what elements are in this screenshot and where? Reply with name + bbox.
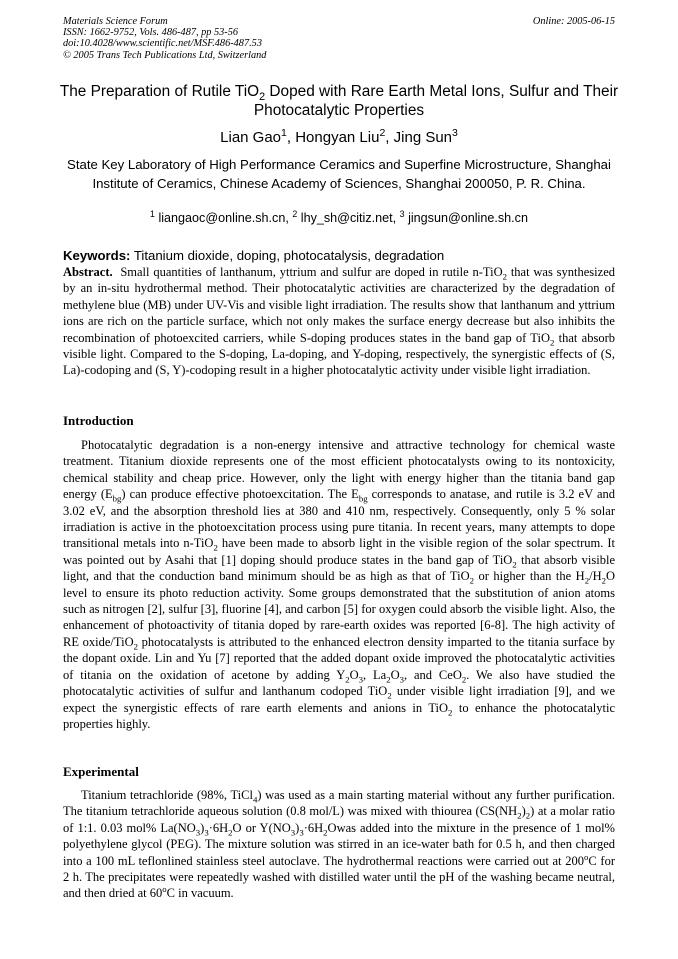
text-run: o <box>162 884 167 895</box>
text-run: 2 <box>525 810 531 821</box>
text-run: , and CeO <box>404 667 462 682</box>
text-run: /H <box>589 569 602 584</box>
text-run: 3 <box>399 674 404 685</box>
text-run: that absorb visible light. Compared to the S-doping, La-doping, and Y-doping, respectively, the synergistic effects of (S, La)-codoping and (S, Y)-codoping result in a higher photocatalytic activity under visible light irradiation. <box>63 330 615 378</box>
email-entry: $^2$ lhy_sh@citiz.net, <box>292 208 400 225</box>
text-run: Small quantities of lanthanum, yttrium and sulfur are doped in rutile n-TiO <box>120 265 503 279</box>
title-part: Doped with Rare Earth Metal Ions, Sulfur and Their Photocatalytic Properties <box>253 83 619 119</box>
text-run: bg <box>112 493 122 504</box>
text-run: 3 <box>358 674 364 685</box>
text-run: O level to ensure its photo reduction activity. Some groups demonstrated that the substitution of anion atoms such as nitrogen [2], sulfur [3], fluorine [4], and carbon [5] for oxygen could absorb the visible light. Also, the enhancement of photoactivity of titania doped by rare-earth oxides was reported [6-8]. The high activity of RE oxide/TiO <box>63 569 615 649</box>
text-run: . We also have studied the photocatalytic activities of sulfur and lanthanum codoped TiO <box>63 667 615 699</box>
text-run: Owas added into the mixture in the presence of 1 mol% polyethylene glycol (PEG). The mixture solution was stirred in an ice-water bath for 0.5 h, and then charged into a 100 mL teflonlined stainless steel autoclave. The hydrothermal reactions were carried out at 200 <box>63 820 615 868</box>
keywords-label: Keywords: <box>63 248 131 263</box>
text-run: ) at a molar ratio of 1:1. 0.03 mol% La(NO <box>63 804 615 835</box>
text-run: photocatalysts is attributed to the enhanced electron density imparted to the titania surface by the dopant oxide. Lin and Yu [7] reported that the added dopant oxide improved the photocatalytic activities of titania on the oxidation of acetone by adding Y <box>63 634 615 682</box>
text-run: , La <box>363 667 387 682</box>
text-run: ) can produce effective photoexcitation. The E <box>121 487 359 502</box>
text-run: under visible light irradiation [9], and we expect the synergistic effects of rare earth elements and anions in TiO <box>63 684 615 715</box>
text-run: Titanium tetrachloride (98%, TiCl <box>81 788 253 802</box>
text-run: 2 <box>512 559 517 570</box>
text-run: or higher than the H <box>473 569 585 584</box>
text-run: O <box>390 667 400 682</box>
email-link[interactable]: liangaoc@online.sh.cn <box>158 211 286 225</box>
text-run: ) <box>295 820 300 835</box>
text-run: 2 <box>213 542 218 553</box>
text-run: C in vacuum. <box>166 886 234 901</box>
text-run: ) was used as a main starting material without any further purification. The titanium tetrachloride aqueous solution (0.8 mol/L) was mixed with thiourea (CS(NH <box>63 788 615 819</box>
email-list <box>40 210 638 226</box>
text-run: 2 <box>228 827 233 838</box>
online-date: Online: 2005-06-15 <box>532 16 615 27</box>
text-run: ) <box>521 804 526 819</box>
keywords-text: Titanium dioxide, doping, photocatalysis, degradation <box>133 248 445 263</box>
text-run: to enhance the photocatalytic properties highly. <box>63 700 615 731</box>
title-subscript: 2 <box>259 91 266 104</box>
section-heading-introduction: Introduction <box>63 413 134 428</box>
email-link[interactable]: jingsun@online.sh.cn <box>408 211 528 225</box>
text-run: 2 <box>323 827 328 838</box>
email-entry: $^3$ jingsun@online.sh.cn <box>399 208 528 225</box>
text-run: bg <box>358 493 368 504</box>
author: Hongyan Liu$^2$, <box>295 127 394 146</box>
text-run: 2 <box>584 575 590 586</box>
section-heading-experimental: Experimental <box>63 764 139 779</box>
text-run: 3 <box>204 827 209 838</box>
text-run: 2 <box>502 271 507 282</box>
text-run: 3 <box>299 827 304 838</box>
text-run: Photocatalytic degradation is a non-energy intensive and attractive technology for chemical waste treatment. Titanium dioxide represents one of the most efficient photocatalysts owing to its nontoxicity, chemical stability and cheap price. However, only the light with energy higher than the titania band gap energy (E <box>63 438 615 502</box>
title-part: The Preparation of Rutile TiO <box>59 83 260 100</box>
author: Lian Gao$^1$, <box>220 127 296 146</box>
text-run: 2 <box>133 641 138 652</box>
text-run: 2 <box>517 810 522 821</box>
introduction-paragraph <box>63 437 615 732</box>
text-run: 2 <box>386 674 391 685</box>
text-run: 2 <box>448 707 453 717</box>
text-run: O <box>349 667 359 682</box>
affiliation: State Key Laboratory of High Performance Ceramics and Superfine Microstructure, Shanghai Institute of Ceramics, Chinese Academy of Sciences, Shanghai 200050, P. R. China. <box>67 157 611 191</box>
text-run: that absorb visible light, and that the conduction band minimum should be as high as that of TiO <box>63 552 616 584</box>
keywords <box>63 247 615 264</box>
abstract-label: Abstract. <box>63 265 113 279</box>
journal-issn: ISSN: 1662-9752, Vols. 486-487, pp 53-56 <box>63 27 239 39</box>
journal-name: Materials Science Forum <box>63 16 168 27</box>
journal-copyright: © 2005 Trans Tech Publications Ltd, Switzerland <box>63 49 267 61</box>
email-link[interactable]: lhy_sh@citiz.net <box>300 211 393 225</box>
text-run: 3 <box>195 827 201 838</box>
journal-header <box>63 16 615 61</box>
text-run: corresponds to anatase, and rutile is 3.2 eV and 3.02 eV, and the absorption threshold lies at 380 and 410 nm, respectively. Consequently, only 5 % solar irradiation is active in the photoexcitation process using pure titania. In recent years, many attempts to dope transitional metals into n-TiO <box>63 487 615 551</box>
journal-doi: doi:10.4028/www.scientific.net/MSF.486-487.53 <box>63 38 262 50</box>
paper-title <box>40 82 638 120</box>
text-run: 2 <box>550 337 555 348</box>
abstract <box>63 264 615 379</box>
abstract-text <box>63 265 615 377</box>
experimental-paragraph <box>63 787 615 902</box>
email-entry: $^1$ liangaoc@online.sh.cn, <box>150 208 293 225</box>
text-run: 3 <box>290 827 296 838</box>
text-run: 2 <box>601 575 606 586</box>
text-run: have been made to absorb light in the visible region of the solar spectrum. It was pointed out by Asahi that [1] doping should produce states in the band gap of TiO <box>63 536 615 567</box>
text-run: ·6H <box>208 820 229 835</box>
text-run: 4 <box>252 794 258 805</box>
text-run: that was synthesized by an in-situ hydrothermal method. Their photocatalytic activities are characterized by the degradation of methylene blue (MB) under UV-Vis and visible light irradiation. The results show that lanthanum and yttrium ions are rich on the particle surface, which not only makes the surface energy decrease but also inhibits the recombination of photoexcited carriers, while S-doping produces states in the band gap of TiO <box>63 265 615 345</box>
text-run: 2 <box>345 674 350 685</box>
text-run: 2 <box>461 674 467 685</box>
author: Jing Sun$^3$ <box>393 127 458 146</box>
text-run: C for 2 h. The precipitates were repeatedly washed with distilled water until the pH of the washing became neutral, and then dried at 60 <box>63 853 615 901</box>
text-run: O or Y(NO <box>232 820 291 835</box>
text-run: ·6H <box>303 820 324 835</box>
text-run: 2 <box>469 575 474 586</box>
text-run: 2 <box>387 690 392 701</box>
author-list <box>40 129 638 147</box>
text-run: ) <box>200 820 205 835</box>
text-run: o <box>584 851 589 862</box>
